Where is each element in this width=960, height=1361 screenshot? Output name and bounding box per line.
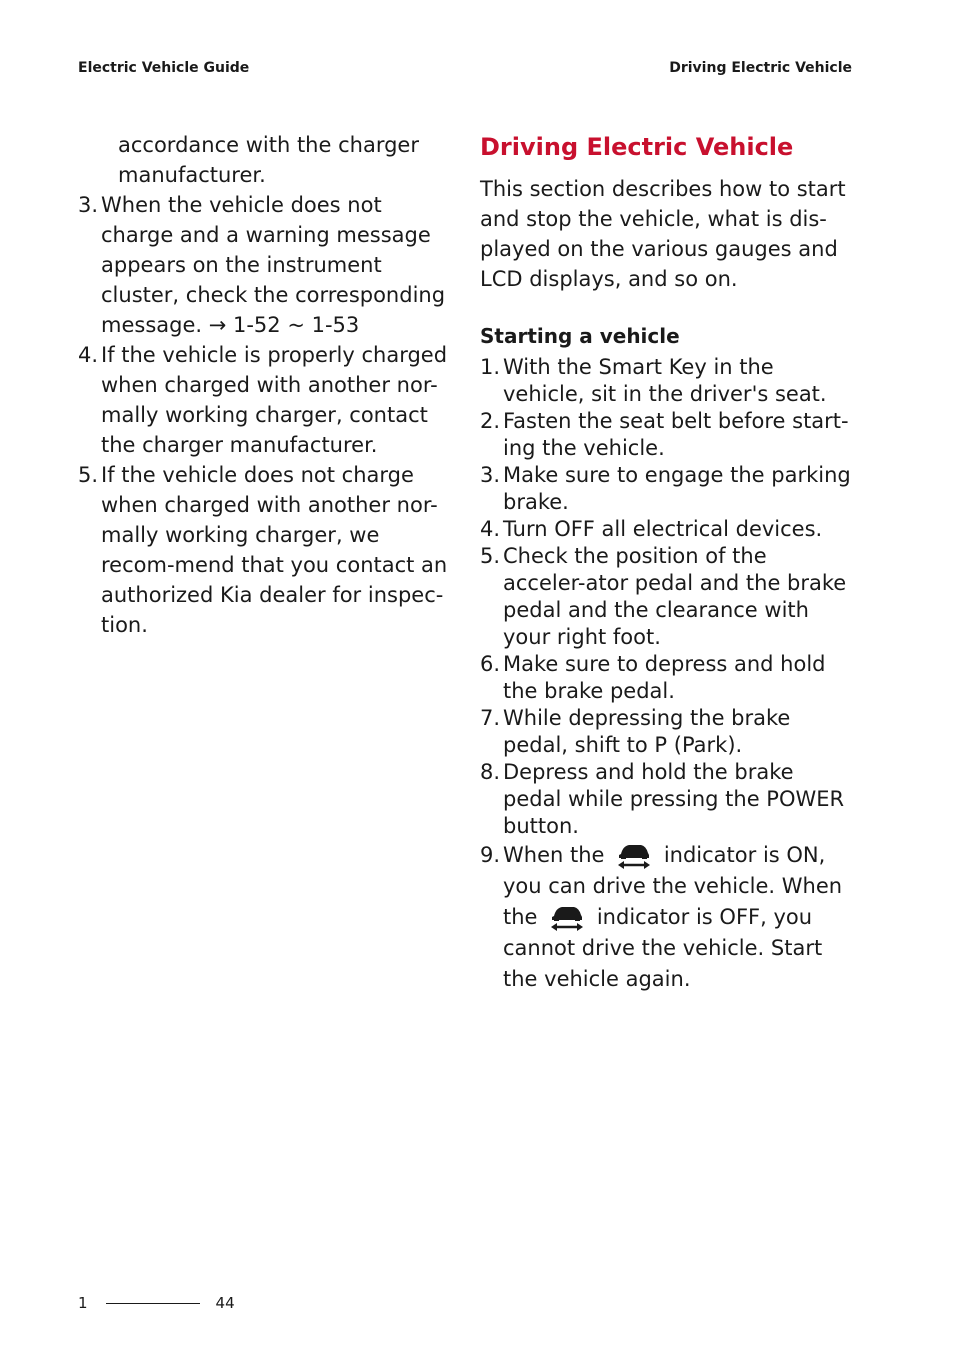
step-text: Depress and hold the brake pedal while pressing the POWER button. [503, 760, 845, 838]
list-item [480, 462, 852, 516]
chapter-number: 1 [78, 1294, 88, 1312]
step-number: 5. [78, 463, 99, 487]
list-item [480, 354, 852, 408]
list-item [78, 340, 448, 460]
step-text: With the Smart Key in the vehicle, sit in the driver's seat. [503, 355, 827, 406]
running-head-right: Driving Electric Vehicle [669, 60, 852, 76]
ready-car-indicator-icon [615, 841, 653, 871]
step-text: While depressing the brake pedal, shift to P (Park). [503, 706, 791, 757]
intro-paragraph: This section describes how to start and stop the vehicle, what is dis-played on the various gauges and LCD displays, and so on. [480, 177, 846, 291]
step-number: 9. [480, 843, 501, 867]
step-text: If the vehicle is properly charged when charged with another nor-mally working charger, contact the charger manufacturer. [101, 343, 448, 457]
step-number: 3. [78, 193, 99, 217]
section-title: Driving Electric Vehicle [480, 133, 794, 161]
list-item [78, 190, 448, 340]
page-number: 44 [215, 1294, 235, 1312]
page-footer [78, 1294, 235, 1312]
step-number: 4. [78, 343, 99, 367]
step-text: Make sure to depress and hold the brake pedal. [503, 652, 826, 703]
step-number: 4. [480, 517, 501, 541]
list-item [480, 516, 852, 543]
list-item [480, 705, 852, 759]
list-item [480, 543, 852, 651]
footer-divider [106, 1303, 200, 1304]
step-text: Fasten the seat belt before start-ing the vehicle. [503, 409, 849, 460]
step-number: 7. [480, 706, 501, 730]
continuation-line-2: manufacturer. [118, 163, 266, 187]
step-number: 1. [480, 355, 501, 379]
step-text: When the vehicle does not charge and a warning message appears on the instrument cluster, check the corresponding message. → 1-52 ~ 1-53 [101, 193, 446, 337]
step-text: If the vehicle does not charge when charged with another nor-mally working charger, we recom-mend that you contact an authorized Kia dealer for inspec-tion. [101, 463, 448, 637]
step-number: 6. [480, 652, 501, 676]
list-item [480, 840, 852, 995]
step-number: 2. [480, 409, 501, 433]
subsection-title: Starting a vehicle [480, 324, 680, 348]
right-step-list [480, 354, 852, 995]
right-column [480, 130, 852, 995]
step-text-part: indicator is ON, you can drive the vehicle. When the [503, 843, 843, 929]
step-number: 3. [480, 463, 501, 487]
ready-car-indicator-icon [548, 903, 586, 933]
step-number: 5. [480, 544, 501, 568]
running-head-left: Electric Vehicle Guide [78, 60, 250, 76]
list-item [480, 651, 852, 705]
list-item [480, 408, 852, 462]
step-text: Check the position of the acceler-ator pedal and the brake pedal and the clearance with your right foot. [503, 544, 847, 649]
step-text-part: When the [503, 843, 605, 867]
left-step-list [78, 190, 448, 640]
left-column [78, 130, 448, 640]
continuation-line-1: accordance with the charger [118, 133, 419, 157]
list-item [480, 759, 852, 840]
step-text: Make sure to engage the parking brake. [503, 463, 851, 514]
step-text: Turn OFF all electrical devices. [503, 517, 823, 541]
step-number: 8. [480, 760, 501, 784]
step-text-part: indicator is OFF, you cannot drive the vehicle. Start the vehicle again. [503, 905, 823, 991]
list-item [78, 460, 448, 640]
